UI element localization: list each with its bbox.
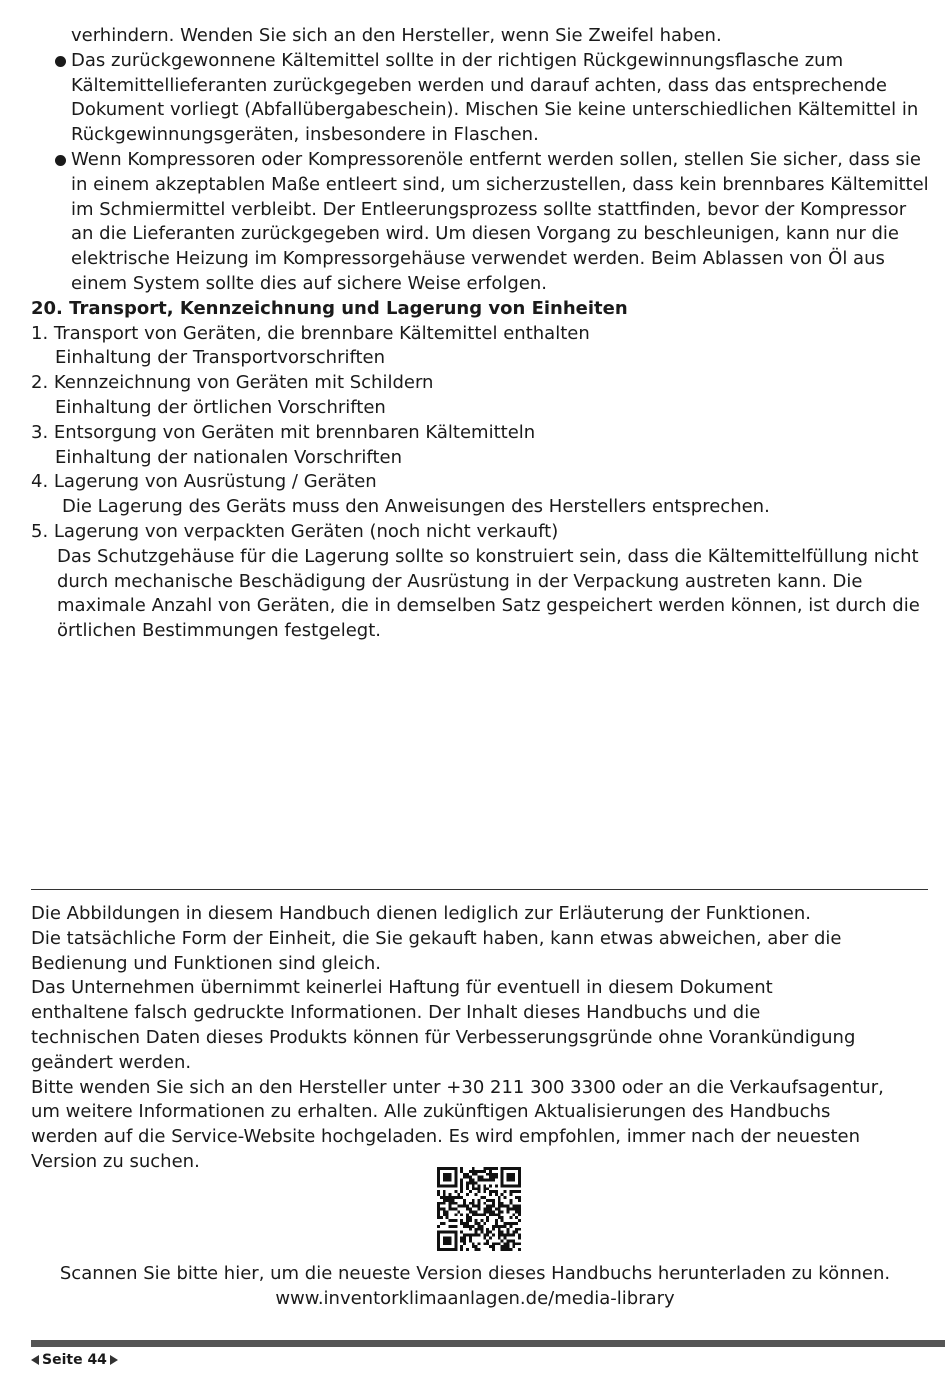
triangle-left-icon[interactable] [31,1355,39,1365]
bullet-line: an die Lieferanten zurückgegeben wird. Um diesen Vorgang zu beschleunigen, kann nur die [71,223,899,245]
bullet-line: elektrische Heizung im Kompressorgehäuse verwendet werden. Beim Ablassen von Öl aus [71,248,885,270]
numbered-item-4 [31,470,943,520]
continued-line: verhindern. Wenden Sie sich an den Hersteller, wenn Sie Zweifel haben. [71,25,722,46]
numbered-item-body: örtlichen Bestimmungen festgelegt. [57,620,381,642]
bullet-dot-icon [55,155,66,166]
bullet-line: Kältemittellieferanten zurückgegeben werden und darauf achten, dass das entsprechende [71,74,887,96]
disclaimer-line: Bitte wenden Sie sich an den Hersteller unter +30 211 300 3300 oder an die Verkaufsagentur, [31,1076,884,1098]
disclaimer-line: werden auf die Service-Website hochgeladen. Es wird empfohlen, immer nach der neuesten [31,1126,860,1148]
numbered-item-body: durch mechanische Beschädigung der Ausrüstung in der Verpackung austreten kann. Die [57,570,863,592]
top-text-block [31,24,943,644]
disclaimer-line: enthaltene falsch gedruckte Informationen. Der Inhalt dieses Handbuchs und die [31,1002,761,1024]
numbered-item-body: Die Lagerung des Geräts muss den Anweisungen des Herstellers entsprechen. [62,496,770,518]
page-indicator [31,1351,118,1369]
numbered-item-title: 2. Kennzeichnung von Geräten mit Schildern [31,372,434,394]
footer-bar [31,1340,945,1347]
numbered-item-body: Das Schutzgehäuse für die Lagerung sollte so konstruiert sein, dass die Kältemittelfüllung nicht [57,545,919,567]
numbered-item-5 [31,520,943,644]
numbered-item-title: 3. Entsorgung von Geräten mit brennbaren Kältemitteln [31,421,536,443]
media-library-link[interactable]: www.inventorklimaanlagen.de/media-library [275,1287,675,1309]
numbered-item-body: Einhaltung der örtlichen Vorschriften [55,396,386,418]
numbered-item-1 [31,322,943,372]
qr-code-icon[interactable] [437,1167,521,1251]
numbered-item-title: 1. Transport von Geräten, die brennbare Kältemittel enthalten [31,322,590,344]
bullet-line: Rückgewinnungsgeräten, insbesondere in Flaschen. [71,124,539,146]
numbered-item-title: 5. Lagerung von verpackten Geräten (noch nicht verkauft) [31,520,559,542]
numbered-item-2 [31,371,943,421]
numbered-item-body: maximale Anzahl von Geräten, die in demselben Satz gespeichert werden können, ist durch die [57,595,920,617]
numbered-item-title: 4. Lagerung von Ausrüstung / Geräten [31,471,377,493]
bullet-line: in einem akzeptablen Maße entleert sind, um sicherzustellen, dass kein brennbares Kältemittel [71,173,929,195]
numbered-item-body: Einhaltung der Transportvorschriften [55,347,386,369]
disclaimer-block [31,902,931,1175]
scan-block [0,1262,950,1312]
scan-instruction: Scannen Sie bitte hier, um die neueste Version dieses Handbuchs herunterladen zu können. [59,1263,891,1284]
bullet-item-2 [31,148,943,297]
disclaimer-line: Das Unternehmen übernimmt keinerlei Haftung für eventuell in diesem Dokument [31,977,773,999]
disclaimer-line: Bedienung und Funktionen sind gleich. [31,952,382,974]
bullet-line: Wenn Kompressoren oder Kompressorenöle entfernt werden sollen, stellen Sie sicher, dass sie [71,148,921,170]
disclaimer-line: geändert werden. [31,1051,192,1073]
section-heading: 20. Transport, Kennzeichnung und Lagerung von Einheiten [31,297,628,319]
disclaimer-line: Version zu suchen. [31,1150,200,1172]
divider [31,889,928,890]
bullet-line: Das zurückgewonnene Kältemittel sollte in der richtigen Rückgewinnungsflasche zum [71,49,844,71]
bullet-line: im Schmiermittel verbleibt. Der Entleerungsprozess sollte stattfinden, bevor der Kompressor [71,198,907,220]
page-number: Seite 44 [42,1352,107,1368]
triangle-right-icon[interactable] [110,1355,118,1365]
disclaimer-line: technischen Daten dieses Produkts können für Verbesserungsgründe ohne Vorankündigung [31,1026,856,1048]
numbered-item-3 [31,421,943,471]
disclaimer-line: Die tatsächliche Form der Einheit, die Sie gekauft haben, kann etwas abweichen, aber die [31,927,842,949]
disclaimer-line: Die Abbildungen in diesem Handbuch dienen lediglich zur Erläuterung der Funktionen. [31,903,811,924]
bullet-item-1 [31,49,943,148]
numbered-item-body: Einhaltung der nationalen Vorschriften [55,446,402,468]
bullet-line: Dokument vorliegt (Abfallübergabeschein). Mischen Sie keine unterschiedlichen Kältemittel in [71,99,919,121]
disclaimer-line: um weitere Informationen zu erhalten. Alle zukünftigen Aktualisierungen des Handbuchs [31,1101,831,1123]
bullet-line: einem System sollte dies auf sichere Weise erfolgen. [71,272,548,294]
bullet-dot-icon [55,56,66,67]
